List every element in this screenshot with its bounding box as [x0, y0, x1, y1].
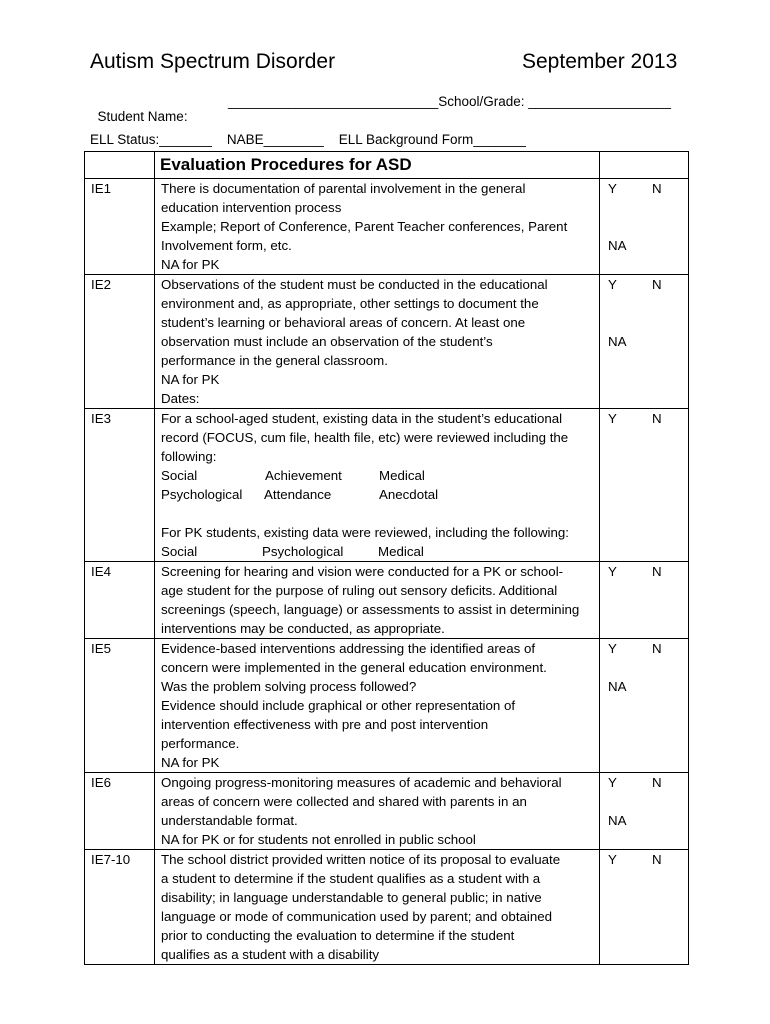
row-text-line: NA for PK: [161, 755, 220, 770]
row-id: IE2: [85, 275, 155, 409]
row-text-line: Dates:: [161, 391, 200, 406]
row-text-line: interventions may be conducted, as appropriate.: [161, 621, 445, 636]
row-text-line: Involvement form, etc.: [161, 238, 292, 253]
answer-cell: [600, 179, 689, 275]
row-text-line: disability; in language understandable to general public; in native: [161, 890, 542, 905]
pk-category-social: Social: [161, 544, 198, 559]
row-text: [155, 409, 600, 562]
row-text-line: Evidence should include graphical or other representation of: [161, 698, 516, 713]
category-achievement: Achievement: [265, 468, 342, 483]
answer-cell: [600, 409, 689, 562]
school-grade-label: School/Grade:: [438, 94, 525, 109]
table-row: [85, 275, 689, 409]
row-text: [155, 275, 600, 409]
row-text-line: following:: [161, 449, 217, 464]
answer-na[interactable]: NA: [608, 238, 627, 253]
student-name-label: Student Name:: [97, 109, 188, 124]
answer-yes[interactable]: Y: [608, 852, 617, 867]
header-blank-cell: [85, 152, 155, 179]
ell-status-blank[interactable]: _______: [159, 132, 212, 147]
answer-no[interactable]: N: [652, 775, 662, 790]
row-text-line: areas of concern were collected and shared with parents in an: [161, 794, 527, 809]
answer-cell: [600, 639, 689, 773]
answer-no[interactable]: N: [652, 852, 662, 867]
answer-cell: [600, 850, 689, 965]
row-text: [155, 562, 600, 639]
pk-categories-row: [161, 542, 593, 561]
school-grade-blank[interactable]: ___________________: [528, 94, 671, 109]
row-text-line: NA for PK or for students not enrolled in public school: [161, 832, 476, 847]
answer-yes[interactable]: Y: [608, 181, 617, 196]
nabe-label: NABE: [226, 132, 264, 147]
table-row: [85, 562, 689, 639]
category-psychological: Psychological: [161, 487, 243, 502]
row-text-line: Observations of the student must be conducted in the educational: [161, 277, 548, 292]
row-text-line: Was the problem solving process followed?: [161, 679, 417, 694]
row-text: [155, 850, 600, 965]
answer-na[interactable]: NA: [608, 813, 627, 828]
row-text-line: understandable format.: [161, 813, 298, 828]
ell-status-label: ELL Status:: [90, 132, 160, 147]
row-id: IE6: [85, 773, 155, 850]
answer-no[interactable]: N: [652, 564, 662, 579]
evaluation-procedures-table: [84, 151, 689, 965]
row-text-line: NA for PK: [161, 257, 220, 272]
answer-na[interactable]: NA: [608, 679, 627, 694]
answer-no[interactable]: N: [652, 641, 662, 656]
row-text-line: There is documentation of parental involvement in the general: [161, 181, 526, 196]
answer-no[interactable]: N: [652, 277, 662, 292]
row-id: IE5: [85, 639, 155, 773]
row-text-line: Evidence-based interventions addressing the identified areas of: [161, 641, 536, 656]
row-text: [155, 179, 600, 275]
category-anecdotal: Anecdotal: [379, 487, 439, 502]
data-categories-row: [161, 485, 593, 504]
row-text-line: age student for the purpose of ruling out sensory deficits. Additional: [161, 583, 558, 598]
data-categories-row: [161, 466, 593, 485]
row-text-line: environment and, as appropriate, other settings to document the: [161, 296, 539, 311]
answer-yes[interactable]: Y: [608, 641, 617, 656]
row-text-line: performance.: [161, 736, 240, 751]
row-text-line: education intervention process: [161, 200, 342, 215]
table-row: [85, 179, 689, 275]
row-text-line: For PK students, existing data were reviewed, including the following:: [161, 525, 569, 540]
answer-no[interactable]: N: [652, 411, 662, 426]
school-grade-field: [228, 94, 671, 109]
table-title: Evaluation Procedures for ASD: [155, 152, 600, 179]
row-text-line: a student to determine if the student qualifies as a student with a: [161, 871, 541, 886]
answer-yes[interactable]: Y: [608, 411, 617, 426]
row-text-line: screenings (speech, language) or assessments to assist in determining: [161, 602, 580, 617]
row-id: IE7-10: [85, 850, 155, 965]
row-text: [155, 773, 600, 850]
student-name-blank[interactable]: ____________________________: [228, 94, 439, 109]
table-row: [85, 639, 689, 773]
table-row: [85, 773, 689, 850]
pk-category-psychological: Psychological: [262, 544, 344, 559]
row-text-line: For a school-aged student, existing data in the student’s educational: [161, 411, 563, 426]
row-text-line: intervention effectiveness with pre and post intervention: [161, 717, 489, 732]
row-text-line: Example; Report of Conference, Parent Teacher conferences, Parent: [161, 219, 568, 234]
ell-background-form-label: ELL Background Form: [338, 132, 474, 147]
row-text-line: prior to conducting the evaluation to determine if the student: [161, 928, 515, 943]
table-row: [85, 409, 689, 562]
nabe-blank[interactable]: ________: [263, 132, 324, 147]
row-text-line: concern were implemented in the general education environment.: [161, 660, 547, 675]
row-text-line: qualifies as a student with a disability: [161, 947, 380, 962]
row-id: IE1: [85, 179, 155, 275]
answer-cell: [600, 275, 689, 409]
ell-background-form-blank[interactable]: _______: [473, 132, 526, 147]
row-text-line: performance in the general classroom.: [161, 353, 388, 368]
row-text-line: record (FOCUS, cum file, health file, etc) were reviewed including the: [161, 430, 569, 445]
answer-yes[interactable]: Y: [608, 564, 617, 579]
ell-info-line: [90, 132, 526, 147]
row-text-line: NA for PK: [161, 372, 220, 387]
answer-no[interactable]: N: [652, 181, 662, 196]
category-attendance: Attendance: [264, 487, 332, 502]
row-text-line: observation must include an observation of the student’s: [161, 334, 493, 349]
header-answer-cell: [600, 152, 689, 179]
document-date: September 2013: [522, 50, 678, 73]
category-medical: Medical: [379, 468, 425, 483]
document-title: Autism Spectrum Disorder: [90, 50, 336, 73]
answer-cell: [600, 562, 689, 639]
row-text: [155, 639, 600, 773]
row-text-line: language or mode of communication used by parent; and obtained: [161, 909, 553, 924]
answer-cell: [600, 773, 689, 850]
row-text-line: Screening for hearing and vision were conducted for a PK or school-: [161, 564, 564, 579]
pk-category-medical: Medical: [378, 544, 424, 559]
answer-yes[interactable]: Y: [608, 277, 617, 292]
answer-na[interactable]: NA: [608, 334, 627, 349]
answer-yes[interactable]: Y: [608, 775, 617, 790]
table-row: [85, 850, 689, 965]
row-id: IE3: [85, 409, 155, 562]
row-text-line: The school district provided written notice of its proposal to evaluate: [161, 852, 561, 867]
spacer: [161, 504, 593, 523]
row-id: IE4: [85, 562, 155, 639]
row-text-line: student’s learning or behavioral areas of concern. At least one: [161, 315, 526, 330]
row-text-line: Ongoing progress-monitoring measures of academic and behavioral: [161, 775, 562, 790]
category-social: Social: [161, 468, 198, 483]
table-header-row: [85, 152, 689, 179]
